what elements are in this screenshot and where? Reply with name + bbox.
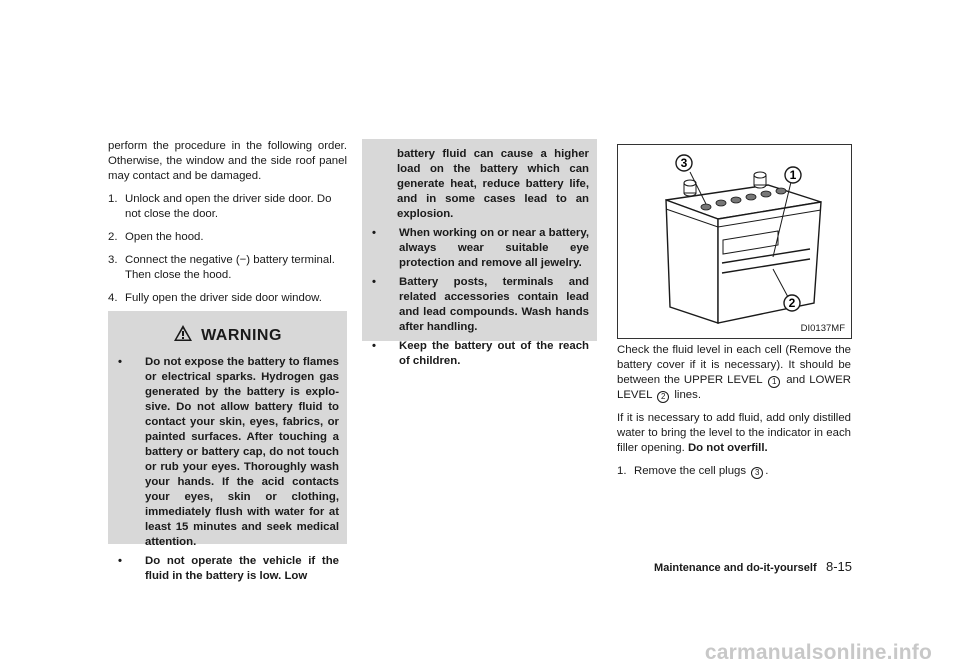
section-title: Maintenance and do-it-yourself	[654, 562, 817, 574]
svg-text:1: 1	[789, 168, 797, 182]
callout-1	[785, 167, 801, 183]
warning-bullet: • Do not expose the battery to flames or electrical sparks. Hydrogen gas generated by the battery is explo-sive. Do not allow battery fluid to contact your skin, eyes, fabrics, or painted surfaces. After touching a battery or battery cap, do not touch or rub your eyes. Thoroughly wash your hands. If the acid contacts your eyes, skin or clothing, immediately flush with water for at least 15 minutes and seek medical attention.	[118, 356, 339, 548]
warning-title: WARNING	[201, 326, 282, 344]
svg-text:2: 2	[788, 296, 796, 310]
step-number: 3.	[108, 254, 118, 266]
warning-bullet: • When working on or near a battery, always wear suitable eye protection and remove all jewelry.	[372, 227, 589, 269]
page-footer	[590, 559, 852, 576]
step-text: Connect the negative (−) battery terminal. Then close the hood.	[125, 254, 335, 281]
step-3	[108, 253, 347, 283]
warning-triangle-icon	[173, 324, 193, 347]
overfill-warning: Do not overfill.	[687, 442, 768, 454]
circled-number-2: 2	[657, 391, 669, 403]
step-2	[108, 230, 347, 245]
callout-2	[784, 295, 800, 311]
step-4	[108, 291, 347, 306]
step-text: Fully open the driver side door window.	[125, 292, 322, 304]
left-column	[108, 139, 347, 337]
watermark: carmanualsonline.info	[704, 641, 932, 664]
callout-3	[676, 155, 692, 171]
warning-header	[108, 321, 347, 349]
step-number: 1.	[617, 465, 627, 477]
circled-number-3: 3	[751, 467, 763, 479]
intro-paragraph: perform the procedure in the following order. Otherwise, the window and the side roof panel may contact and be damaged.	[108, 140, 347, 182]
warning-bullet: • Keep the battery out of the reach of children.	[372, 340, 589, 367]
warning-continuation: battery fluid can cause a higher load on the battery which can generate heat, reduce battery life, and in some cases lead to an explosion.	[397, 148, 589, 220]
page-number: 8-15	[825, 559, 852, 574]
right-column	[617, 343, 851, 487]
warning-bullet: • Battery posts, terminals and related accessories contain lead and lead compounds. Wash hands after handling.	[372, 276, 589, 333]
circled-number-1: 1	[768, 376, 780, 388]
battery-illustration	[617, 144, 852, 339]
add-fluid-paragraph: If it is necessary to add fluid, add only distilled water to bring the level to the indicator in each filler opening. Do not overfill.	[617, 412, 851, 454]
step-text: Open the hood.	[125, 231, 204, 243]
figure-code: DI0137MF	[800, 323, 845, 334]
battery-drawing	[618, 145, 851, 338]
warning-box	[108, 311, 347, 582]
step-number: 2.	[108, 231, 118, 243]
warning-box-continued	[362, 139, 597, 367]
step-number: 1.	[108, 193, 118, 205]
step-text: Unlock and open the driver side door. Do not close the door.	[125, 193, 332, 220]
svg-text:3: 3	[680, 156, 688, 170]
fluid-level-paragraph: Check the fluid level in each cell (Remove the battery cover if it is necessary). It should be between the UPPER LEVEL 1 and LOWER LEVEL 2 lines.	[617, 344, 851, 401]
step-1	[108, 192, 347, 222]
remove-plugs-step: 1. Remove the cell plugs 3 .	[617, 465, 769, 477]
warning-bullet: • Do not operate the vehicle if the fluid in the battery is low. Low	[118, 555, 339, 582]
step-number: 4.	[108, 292, 118, 304]
